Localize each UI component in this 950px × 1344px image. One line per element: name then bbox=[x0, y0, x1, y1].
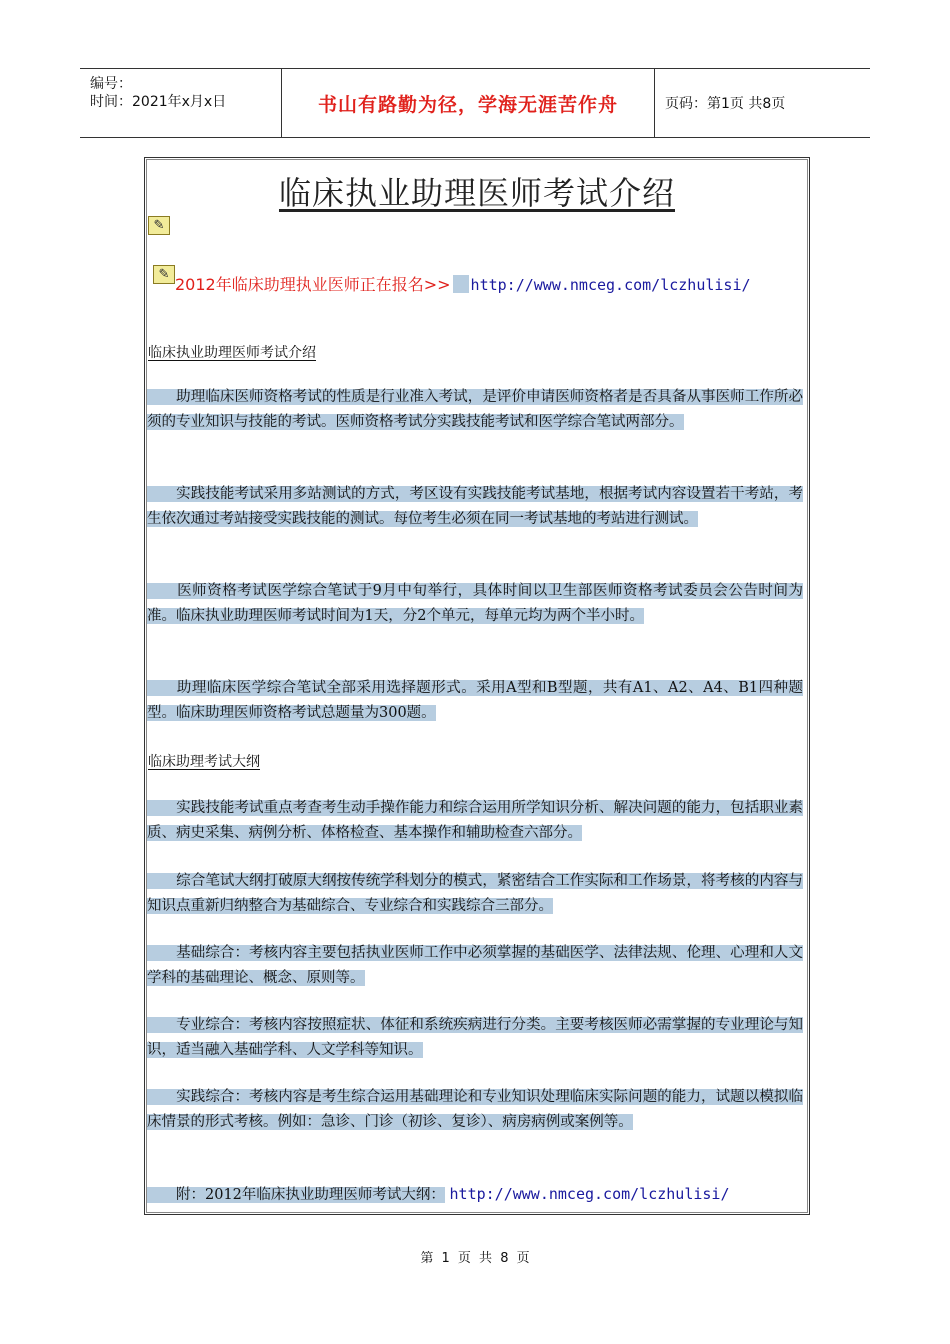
attachment-icon[interactable]: ✎ bbox=[148, 216, 170, 235]
paragraph-7 bbox=[147, 941, 803, 990]
page-title: 临床执业助理医师考试介绍 bbox=[278, 174, 675, 212]
paragraph-4-text: 助理临床医学综合笔试全部采用选择题形式。采用A型和B型题，共有A1、A2、A4、B1四种题型。临床助理医师资格考试总题量为300题。 bbox=[147, 680, 803, 721]
motto: 书山有路勤为径，学海无涯苦作舟 bbox=[317, 93, 618, 116]
appendix-label: 附：2012年临床执业助理医师考试大纲： bbox=[147, 1187, 445, 1203]
content-box bbox=[144, 157, 810, 1215]
paragraph-3-text: 医师资格考试医学综合笔试于9月中旬举行，具体时间以卫生部医师资格考试委员会公告时间为准。临床执业助理医师考试时间为1天，分2个单元，每单元均为两个半小时。 bbox=[147, 583, 803, 624]
header-right-cell bbox=[655, 69, 870, 137]
registration-link[interactable]: http://www.nmceg.com/lczhulisi/ bbox=[470, 276, 751, 294]
number-label: 编号： bbox=[90, 76, 132, 92]
highlight-gap bbox=[453, 275, 469, 293]
paragraph-2-text: 实践技能考试采用多站测试的方式，考区设有实践技能考试基地，根据考试内容设置若干考站，考生依次通过考站接受实践技能的测试。每位考生必须在同一考试基地的考站进行测试。 bbox=[147, 486, 803, 527]
section-heading-intro: 临床执业助理医师考试介绍 bbox=[148, 345, 316, 361]
paragraph-9 bbox=[147, 1085, 803, 1134]
paragraph-4 bbox=[147, 676, 803, 725]
paragraph-6-text: 综合笔试大纲打破原大纲按传统学科划分的模式，紧密结合工作实际和工作场景，将考核的内容与知识点重新归纳整合为基础综合、专业综合和实践综合三部分。 bbox=[147, 873, 803, 914]
page-info: 页码：第1页 共8页 bbox=[665, 96, 786, 112]
paragraph-7-text: 基础综合：考核内容主要包括执业医师工作中必须掌握的基础医学、法律法规、伦理、心理和人文学科的基础理论、概念、原则等。 bbox=[147, 945, 803, 986]
paragraph-1-text: 助理临床医师资格考试的性质是行业准入考试，是评价申请医师资格者是否具备从事医师工作所必须的专业知识与技能的考试。医师资格考试分实践技能考试和医学综合笔试两部分。 bbox=[147, 389, 803, 430]
paragraph-9-text: 实践综合：考核内容是考生综合运用基础理论和专业知识处理临床实际问题的能力，试题以模拟临床情景的形式考核。例如：急诊、门诊（初诊、复诊）、病房病例或案例等。 bbox=[147, 1089, 803, 1130]
header-center-cell bbox=[281, 69, 655, 137]
appendix-link[interactable]: http://www.nmceg.com/lczhulisi/ bbox=[449, 1185, 730, 1203]
appendix-line bbox=[147, 1182, 803, 1208]
header-table bbox=[80, 68, 870, 138]
section-heading-syllabus: 临床助理考试大纲 bbox=[148, 754, 260, 770]
time-label: 时间：2021年x月x日 bbox=[90, 94, 227, 110]
header-left-cell bbox=[80, 69, 281, 137]
attachment-icon-2[interactable]: ✎ bbox=[153, 265, 175, 284]
paragraph-6 bbox=[147, 869, 803, 918]
page-footer: 第 1 页 共 8 页 bbox=[420, 1251, 530, 1266]
paragraph-5 bbox=[147, 796, 803, 845]
registration-text: 2012年临床助理执业医师正在报名>> bbox=[175, 275, 451, 294]
registration-line bbox=[175, 272, 751, 295]
paragraph-3 bbox=[147, 579, 803, 628]
paragraph-2 bbox=[147, 482, 803, 531]
paragraph-8 bbox=[147, 1013, 803, 1062]
paragraph-1 bbox=[147, 385, 803, 434]
paragraph-8-text: 专业综合：考核内容按照症状、体征和系统疾病进行分类。主要考核医师必需掌握的专业理论与知识，适当融入基础学科、人文学科等知识。 bbox=[147, 1017, 803, 1058]
paragraph-5-text: 实践技能考试重点考查考生动手操作能力和综合运用所学知识分析、解决问题的能力，包括职业素质、病史采集、病例分析、体格检查、基本操作和辅助检查六部分。 bbox=[147, 800, 803, 841]
